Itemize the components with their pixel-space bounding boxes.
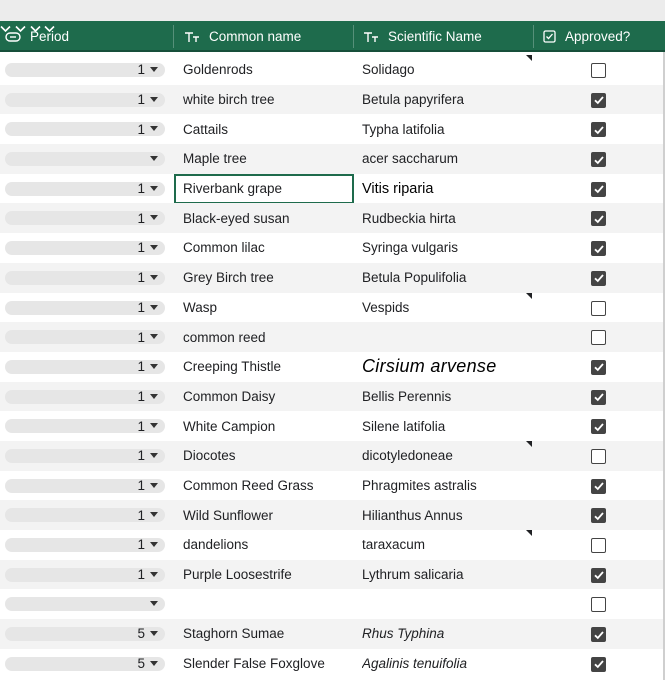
- chevron-down-icon[interactable]: [150, 364, 158, 369]
- table-row[interactable]: [0, 293, 665, 323]
- table-row[interactable]: [0, 174, 665, 204]
- approved-checkbox[interactable]: [591, 597, 606, 612]
- period-value: 1: [137, 448, 145, 464]
- column-header-label: Approved?: [565, 29, 631, 44]
- scientific-name-cell[interactable]: [362, 322, 532, 352]
- scientific-name-cell[interactable]: taraxacum: [362, 537, 426, 553]
- common-name-cell[interactable]: Riverbank grape: [183, 181, 283, 197]
- table-row[interactable]: [0, 530, 665, 560]
- approved-checkbox[interactable]: [591, 657, 606, 672]
- approved-checkbox[interactable]: [591, 241, 606, 256]
- link-icon: [5, 32, 21, 42]
- scientific-name-cell[interactable]: Bellis Perennis: [362, 388, 452, 404]
- period-value: 1: [137, 121, 145, 137]
- common-name-cell[interactable]: Cattails: [183, 121, 229, 137]
- common-name-cell[interactable]: Creeping Thistle: [183, 359, 282, 375]
- scientific-name-cell[interactable]: dicotyledoneae: [362, 448, 453, 464]
- column-divider[interactable]: [353, 25, 354, 48]
- table-row[interactable]: [0, 411, 665, 441]
- chevron-down-icon[interactable]: [150, 126, 158, 131]
- approved-checkbox[interactable]: [591, 360, 606, 375]
- period-value: 1: [137, 567, 145, 583]
- approved-checkbox[interactable]: [591, 301, 606, 316]
- table-row[interactable]: [0, 55, 665, 85]
- scientific-name-cell[interactable]: Agalinis tenuifolia: [362, 656, 468, 672]
- chevron-down-icon[interactable]: [150, 186, 158, 191]
- table-row[interactable]: [0, 441, 665, 471]
- scientific-name-cell[interactable]: Typha latifolia: [362, 121, 445, 137]
- comment-indicator-icon[interactable]: [526, 55, 532, 61]
- scientific-name-cell[interactable]: Syringa vulgaris: [362, 240, 459, 256]
- table-row[interactable]: [0, 263, 665, 293]
- chevron-down-icon[interactable]: [150, 305, 158, 310]
- scientific-name-cell[interactable]: Lythrum salicaria: [362, 567, 464, 583]
- chevron-down-icon[interactable]: [150, 542, 158, 547]
- scientific-name-cell[interactable]: Vitis riparia: [362, 180, 434, 197]
- chevron-down-icon[interactable]: [150, 601, 158, 606]
- column-header-label: Common name: [209, 29, 302, 44]
- common-name-cell[interactable]: common reed: [183, 329, 266, 345]
- chevron-down-icon[interactable]: [150, 631, 158, 636]
- column-header-common-name[interactable]: [184, 21, 301, 52]
- common-name-cell[interactable]: [183, 589, 353, 619]
- table-row[interactable]: [0, 203, 665, 233]
- common-name-cell[interactable]: Wild Sunflower: [183, 507, 274, 523]
- period-value: 5: [137, 656, 145, 672]
- scientific-name-cell[interactable]: [362, 589, 532, 619]
- column-divider[interactable]: [533, 25, 534, 48]
- scientific-name-cell[interactable]: Vespids: [362, 299, 410, 315]
- period-value: [120, 589, 145, 619]
- approved-checkbox[interactable]: [591, 271, 606, 286]
- period-value: 1: [137, 240, 145, 256]
- table-row[interactable]: [0, 500, 665, 530]
- chevron-down-icon[interactable]: [150, 215, 158, 220]
- chevron-down-icon[interactable]: [150, 67, 158, 72]
- scientific-name-cell[interactable]: Rudbeckia hirta: [362, 210, 456, 226]
- scientific-name-cell[interactable]: Silene latifolia: [362, 418, 446, 434]
- selected-cell-outline: [174, 174, 354, 204]
- common-name-cell[interactable]: Staghorn Sumae: [183, 626, 285, 642]
- scientific-name-cell[interactable]: Hilianthus Annus: [362, 507, 463, 523]
- table-row[interactable]: [0, 352, 665, 382]
- approved-checkbox[interactable]: [591, 63, 606, 78]
- common-name-cell[interactable]: Wasp: [183, 299, 218, 315]
- common-name-cell[interactable]: dandelions: [183, 537, 249, 553]
- period-value: 1: [137, 92, 145, 108]
- scientific-name-cell[interactable]: Solidago: [362, 62, 415, 78]
- period-value: 1: [137, 388, 145, 404]
- period-value: 1: [137, 418, 145, 434]
- approved-checkbox[interactable]: [591, 182, 606, 197]
- common-name-cell[interactable]: Common Daisy: [183, 388, 276, 404]
- common-name-cell[interactable]: Black-eyed susan: [183, 210, 290, 226]
- common-name-cell[interactable]: Slender False Foxglove: [183, 656, 325, 672]
- chevron-down-icon[interactable]: [150, 483, 158, 488]
- common-name-cell[interactable]: white birch tree: [183, 92, 275, 108]
- chevron-down-icon[interactable]: [150, 334, 158, 339]
- approved-checkbox[interactable]: [591, 330, 606, 345]
- table-row[interactable]: [0, 382, 665, 412]
- scientific-name-cell[interactable]: Phragmites astralis: [362, 477, 477, 493]
- scientific-name-cell[interactable]: Betula Populifolia: [362, 270, 467, 286]
- data-grid: [0, 55, 665, 678]
- common-name-cell[interactable]: Maple tree: [183, 151, 247, 167]
- column-header-label: Period: [30, 29, 70, 44]
- chevron-down-icon[interactable]: [150, 453, 158, 458]
- column-header-approved[interactable]: [543, 21, 630, 52]
- text-type-icon: [184, 31, 200, 43]
- text-type-icon: [363, 31, 379, 43]
- table-row[interactable]: [0, 560, 665, 590]
- period-value: 1: [137, 359, 145, 375]
- approved-checkbox[interactable]: [591, 390, 606, 405]
- approved-checkbox[interactable]: [591, 152, 606, 167]
- chevron-down-icon[interactable]: [150, 572, 158, 577]
- period-value: [120, 144, 145, 174]
- table-row[interactable]: [0, 649, 665, 679]
- approved-checkbox[interactable]: [591, 122, 606, 137]
- scientific-name-cell[interactable]: acer saccharum: [362, 151, 459, 167]
- approved-checkbox[interactable]: [591, 479, 606, 494]
- approved-checkbox[interactable]: [591, 627, 606, 642]
- chevron-down-icon[interactable]: [150, 512, 158, 517]
- period-value: 1: [137, 537, 145, 553]
- table-row[interactable]: [0, 471, 665, 501]
- common-name-cell[interactable]: Diocotes: [183, 448, 236, 464]
- table-row[interactable]: [0, 589, 665, 619]
- column-header-label: Scientific Name: [388, 29, 482, 44]
- approved-checkbox[interactable]: [591, 93, 606, 108]
- approved-checkbox[interactable]: [591, 568, 606, 583]
- approved-checkbox[interactable]: [591, 538, 606, 553]
- table-row[interactable]: [0, 144, 665, 174]
- checkbox-icon: [543, 30, 556, 43]
- common-name-cell[interactable]: Purple Loosestrife: [183, 567, 292, 583]
- column-divider[interactable]: [173, 25, 174, 48]
- approved-checkbox[interactable]: [591, 449, 606, 464]
- period-value: 1: [137, 270, 145, 286]
- scientific-name-cell[interactable]: Cirsium arvense: [362, 356, 497, 377]
- chevron-down-icon[interactable]: [150, 423, 158, 428]
- comment-indicator-icon[interactable]: [526, 293, 532, 299]
- period-value: 1: [137, 181, 145, 197]
- column-header-period[interactable]: [5, 21, 69, 52]
- table-row[interactable]: [0, 114, 665, 144]
- chevron-down-icon[interactable]: [150, 394, 158, 399]
- approved-checkbox[interactable]: [591, 211, 606, 226]
- table-header: [0, 21, 665, 52]
- period-value: 1: [137, 210, 145, 226]
- common-name-cell[interactable]: Common lilac: [183, 240, 265, 256]
- scientific-name-cell[interactable]: Betula papyrifera: [362, 92, 465, 108]
- scientific-name-cell[interactable]: Rhus Typhina: [362, 626, 445, 642]
- period-value: 1: [137, 507, 145, 523]
- period-value: 1: [137, 329, 145, 345]
- common-name-cell[interactable]: Goldenrods: [183, 62, 253, 78]
- toolbar-strip: [0, 0, 665, 21]
- comment-indicator-icon[interactable]: [526, 441, 532, 447]
- table-row[interactable]: [0, 619, 665, 649]
- period-value: 5: [137, 626, 145, 642]
- chevron-down-icon[interactable]: [150, 156, 158, 161]
- common-name-cell[interactable]: Grey Birch tree: [183, 270, 274, 286]
- chevron-down-icon[interactable]: [150, 275, 158, 280]
- table-row[interactable]: [0, 85, 665, 115]
- period-value: 1: [137, 62, 145, 78]
- table-row[interactable]: [0, 322, 665, 352]
- column-header-scientific-name[interactable]: [363, 21, 482, 52]
- approved-checkbox[interactable]: [591, 419, 606, 434]
- comment-indicator-icon[interactable]: [526, 530, 532, 536]
- table-row[interactable]: [0, 233, 665, 263]
- approved-checkbox[interactable]: [591, 508, 606, 523]
- chevron-down-icon[interactable]: [150, 245, 158, 250]
- common-name-cell[interactable]: White Campion: [183, 418, 276, 434]
- period-value: 1: [137, 299, 145, 315]
- common-name-cell[interactable]: Common Reed Grass: [183, 477, 314, 493]
- chevron-down-icon[interactable]: [150, 661, 158, 666]
- period-value: 1: [137, 477, 145, 493]
- chevron-down-icon[interactable]: [150, 97, 158, 102]
